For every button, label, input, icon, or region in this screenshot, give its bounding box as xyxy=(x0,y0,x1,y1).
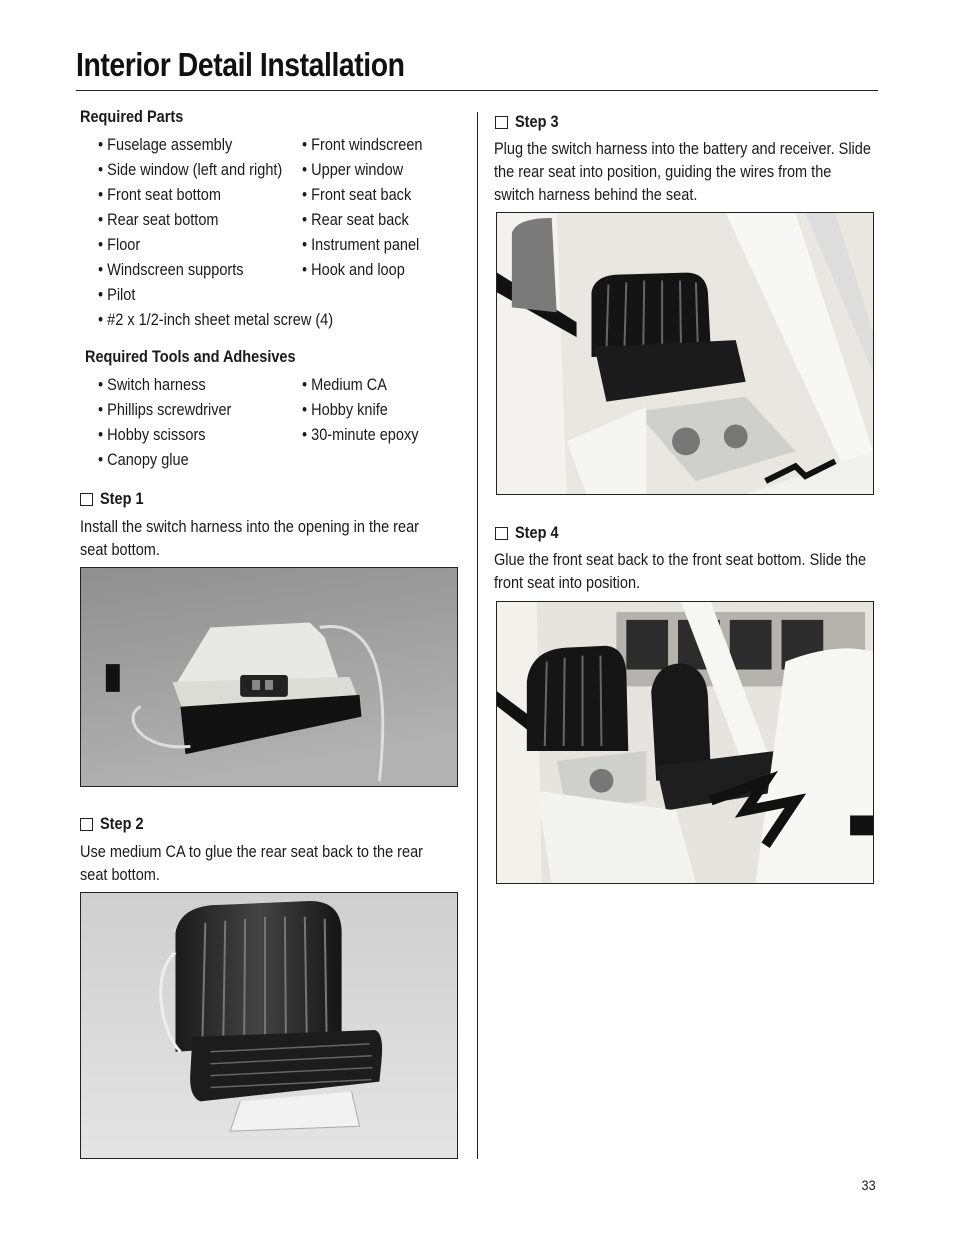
step-4-text xyxy=(494,549,866,595)
list-item: • Canopy glue xyxy=(98,448,231,473)
list-item: • Medium CA xyxy=(302,373,418,398)
required-parts-right-list xyxy=(302,133,439,283)
list-item: • Floor xyxy=(98,233,333,258)
list-item: • Rear seat back xyxy=(302,208,423,233)
step-2-checkbox[interactable] xyxy=(80,818,93,831)
list-item: • Front windscreen xyxy=(302,133,423,158)
list-item: • Hobby knife xyxy=(302,398,418,423)
step-3-text xyxy=(494,138,871,207)
list-item: • #2 x 1/2-inch sheet metal screw (4) xyxy=(98,308,333,333)
list-item: • Front seat back xyxy=(302,183,423,208)
step-3-label: Step 3 xyxy=(515,113,559,131)
step-3-heading xyxy=(495,113,565,132)
text-line: front seat into position. xyxy=(494,574,641,592)
required-tools-left-list xyxy=(98,373,250,473)
list-item: • 30-minute epoxy xyxy=(302,423,418,448)
list-item: • Hook and loop xyxy=(302,258,423,283)
required-tools-heading: Required Tools and Adhesives xyxy=(85,348,296,366)
step-4-heading xyxy=(495,524,565,543)
text-line: switch harness behind the seat. xyxy=(494,186,698,204)
step-4-checkbox[interactable] xyxy=(495,527,508,540)
page-title: Interior Detail Installation xyxy=(76,46,405,83)
step-3-photo xyxy=(496,212,874,495)
text-line: the rear seat into position, guiding the wires from the xyxy=(494,163,832,181)
list-item: • Instrument panel xyxy=(302,233,423,258)
step-1-photo xyxy=(80,567,458,787)
step-1-label: Step 1 xyxy=(100,490,144,508)
column-divider xyxy=(477,112,478,1159)
list-item: • Pilot xyxy=(98,283,333,308)
required-tools-right-list xyxy=(302,373,434,448)
text-line: seat bottom. xyxy=(80,541,160,559)
step-2-photo xyxy=(80,892,458,1159)
text-line: Install the switch harness into the opening in the rear xyxy=(80,518,420,536)
required-parts-heading: Required Parts xyxy=(80,108,184,126)
list-item: • Switch harness xyxy=(98,373,231,398)
list-item: • Hobby scissors xyxy=(98,423,231,448)
step-2-heading xyxy=(80,815,150,834)
text-line: seat bottom. xyxy=(80,866,160,884)
step-4-label: Step 4 xyxy=(515,524,559,542)
text-line: Plug the switch harness into the battery and receiver. Slide xyxy=(494,140,871,158)
list-item: • Front seat bottom xyxy=(98,183,333,208)
list-item: • Phillips screwdriver xyxy=(98,398,231,423)
list-item: • Rear seat bottom xyxy=(98,208,333,233)
list-item: • Upper window xyxy=(302,158,423,183)
step-4-photo xyxy=(496,601,874,884)
list-item: • Fuselage assembly xyxy=(98,133,333,158)
step-2-text xyxy=(80,841,423,887)
list-item: • Side window (left and right) xyxy=(98,158,333,183)
list-item: • Windscreen supports xyxy=(98,258,333,283)
step-1-checkbox[interactable] xyxy=(80,493,93,506)
text-line: Use medium CA to glue the rear seat back to the rear xyxy=(80,843,424,861)
text-line: Glue the front seat back to the front seat bottom. Slide the xyxy=(494,551,867,569)
step-1-text xyxy=(80,516,419,562)
step-2-label: Step 2 xyxy=(100,815,144,833)
page-number: 33 xyxy=(861,1177,876,1193)
step-1-heading xyxy=(80,490,150,509)
title-rule xyxy=(76,90,878,91)
step-3-checkbox[interactable] xyxy=(495,116,508,129)
